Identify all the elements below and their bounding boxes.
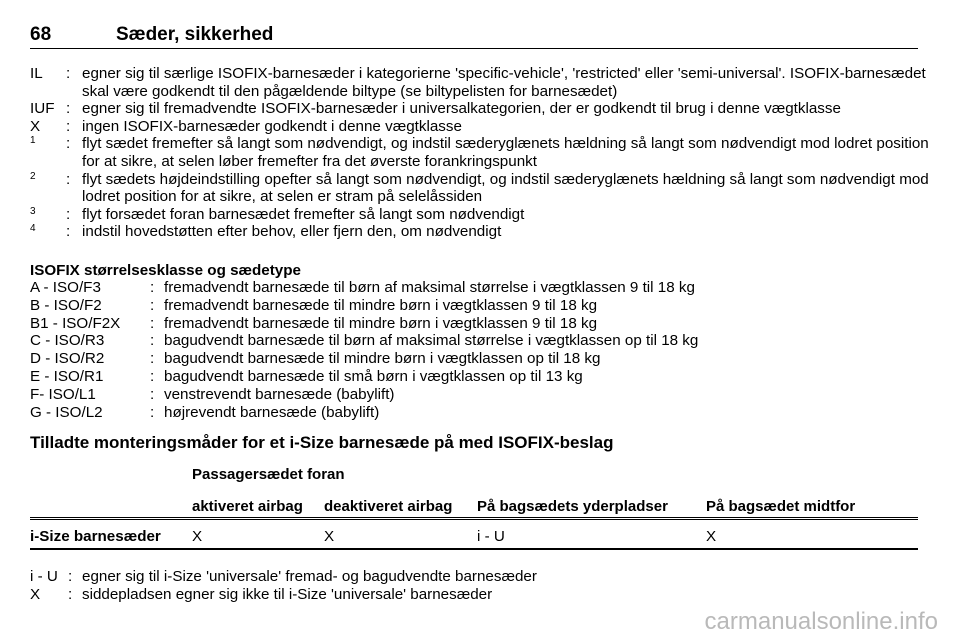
isofix-text: fremadvendt barnesæde til mindre børn i vægtklassen 9 til 18 kg bbox=[164, 314, 598, 332]
definition-text: egner sig til særlige ISOFIX-barnesæder i kategorierne 'specific-vehicle', 'restricted' eller 'semi-universal'. ISOFIX-barnesædet skal være godkendt til den pågældende biltype (se biltypelisten for barnesædet) bbox=[82, 65, 926, 100]
table-rule bbox=[30, 519, 918, 520]
isofix-key: E - ISO/R1 bbox=[30, 367, 104, 385]
legend-text: siddepladsen egner sig ikke til i-Size 'universale' barnesæder bbox=[82, 585, 493, 603]
isofix-item bbox=[30, 386, 930, 404]
isofix-item bbox=[30, 368, 930, 386]
footnote-key bbox=[30, 223, 66, 241]
isofix-item bbox=[30, 332, 930, 350]
separator: : bbox=[150, 332, 155, 350]
isofix-item bbox=[30, 297, 930, 315]
isofix-text: fremadvendt barnesæde til børn af maksimal størrelse i vægtklassen 9 til 18 kg bbox=[164, 279, 695, 296]
definition-text: egner sig til fremadvendte ISOFIX-barnesæder i universalkategorien, der er godkendt til brug i denne vægtklasse bbox=[82, 100, 841, 118]
isofix-text: højrevendt barnesæde (babylift) bbox=[164, 403, 380, 421]
footnote-item bbox=[30, 171, 930, 206]
separator: : bbox=[150, 403, 155, 421]
isofix-item bbox=[30, 279, 930, 297]
separator: : bbox=[68, 585, 73, 603]
separator: : bbox=[150, 296, 155, 314]
separator: : bbox=[150, 279, 155, 296]
table-legend bbox=[30, 568, 930, 603]
table-column-header: aktiveret airbag bbox=[192, 498, 303, 515]
isofix-key: G - ISO/L2 bbox=[30, 403, 103, 421]
separator: : bbox=[150, 385, 155, 403]
table-cell: X bbox=[192, 528, 203, 545]
separator: : bbox=[66, 135, 71, 153]
table-cell: X bbox=[324, 528, 335, 545]
separator: : bbox=[66, 223, 71, 241]
table-column-header: deaktiveret airbag bbox=[324, 498, 453, 515]
isofix-heading: ISOFIX størrelsesklasse og sædetype bbox=[30, 262, 301, 279]
footnote-item bbox=[30, 223, 930, 241]
legend-item bbox=[30, 586, 930, 604]
page-header bbox=[30, 20, 918, 49]
isofix-key: D - ISO/R2 bbox=[30, 350, 105, 368]
isofix-item bbox=[30, 315, 930, 333]
isofix-key: A - ISO/F3 bbox=[30, 279, 101, 296]
watermark: carmanualsonline.info bbox=[704, 608, 938, 635]
footnote-item bbox=[30, 206, 930, 224]
separator: : bbox=[66, 65, 71, 82]
definition-key: IUF bbox=[30, 100, 55, 118]
definition-item bbox=[30, 100, 930, 118]
separator: : bbox=[66, 100, 71, 118]
isofix-text: bagudvendt barnesæde til børn af maksimal størrelse i vægtklassen op til 18 kg bbox=[164, 332, 699, 350]
footnote-key bbox=[30, 135, 66, 170]
separator: : bbox=[150, 314, 155, 332]
separator: : bbox=[68, 568, 73, 585]
isofix-text: bagudvendt barnesæde til mindre børn i vægtklassen op til 18 kg bbox=[164, 350, 601, 368]
definition-key: X bbox=[30, 117, 41, 135]
footnote-item bbox=[30, 135, 930, 170]
separator: : bbox=[150, 367, 155, 385]
table-super-header: Passagersædet foran bbox=[192, 466, 345, 483]
separator: : bbox=[66, 170, 71, 188]
isofix-key: B - ISO/F2 bbox=[30, 296, 102, 314]
table-column-header: På bagsædets yderpladser bbox=[477, 498, 668, 515]
table-column-header: På bagsædet midtfor bbox=[706, 498, 856, 515]
legend-key: i - U bbox=[30, 568, 58, 585]
footnote-text: flyt sædet fremefter så langt som nødvendigt, og indstil sæderyglænets hældning så langt som nødvendigt mod lodret position for at sikre, at selen løber fremefter fra det øverste forankringspunkt bbox=[82, 135, 929, 170]
section-heading: Tilladte monteringsmåder for et i-Size barnesæde på med ISOFIX-beslag bbox=[30, 433, 614, 452]
footnote-text: indstil hovedstøtten efter behov, eller fjern den, om nødvendigt bbox=[82, 223, 502, 241]
definition-text: ingen ISOFIX-barnesæder godkendt i denne vægtklasse bbox=[82, 117, 462, 135]
footnote-key bbox=[30, 206, 66, 224]
isofix-text: fremadvendt barnesæde til mindre børn i vægtklassen 9 til 18 kg bbox=[164, 296, 598, 314]
isofix-item bbox=[30, 404, 930, 422]
page-title: Sæder, sikkerhed bbox=[116, 24, 274, 45]
isofix-size-class-list bbox=[30, 279, 930, 421]
table-bottom-rule bbox=[30, 548, 918, 550]
page-number: 68 bbox=[30, 24, 52, 45]
table-row-label: i-Size barnesæder bbox=[30, 528, 161, 545]
table-cell: X bbox=[706, 528, 717, 545]
isofix-text: bagudvendt barnesæde til små børn i vægtklassen op til 13 kg bbox=[164, 367, 583, 385]
definitions-list bbox=[30, 65, 930, 241]
footnote-key bbox=[30, 171, 66, 206]
table-cell: i - U bbox=[477, 528, 505, 545]
isofix-key: B1 - ISO/F2X bbox=[30, 314, 121, 332]
isofix-key: F- ISO/L1 bbox=[30, 385, 96, 403]
isofix-item bbox=[30, 350, 930, 368]
footnote-number: 1 bbox=[30, 135, 36, 147]
legend-key: X bbox=[30, 585, 41, 603]
footnote-number: 3 bbox=[30, 205, 36, 217]
isofix-key: C - ISO/R3 bbox=[30, 332, 105, 350]
separator: : bbox=[150, 350, 155, 368]
separator: : bbox=[66, 117, 71, 135]
definition-item bbox=[30, 118, 930, 136]
legend-text: egner sig til i-Size 'universale' fremad- og bagudvendte barnesæder bbox=[82, 568, 537, 585]
definition-item bbox=[30, 65, 930, 100]
legend-item bbox=[30, 568, 930, 586]
table-rule bbox=[30, 517, 918, 518]
footnote-text: flyt sædets højdeindstilling opefter så langt som nødvendigt, og indstil sæderyglænets hældning så langt som nødvendigt mod lodret position for at sikre, at selen er stram på selelåssiden bbox=[82, 170, 929, 206]
footnote-number: 4 bbox=[30, 223, 36, 235]
footnote-number: 2 bbox=[30, 170, 36, 182]
footnote-text: flyt forsædet foran barnesædet fremefter så langt som nødvendigt bbox=[82, 205, 525, 223]
definition-key: IL bbox=[30, 65, 43, 82]
separator: : bbox=[66, 205, 71, 223]
isofix-text: venstrevendt barnesæde (babylift) bbox=[164, 385, 395, 403]
